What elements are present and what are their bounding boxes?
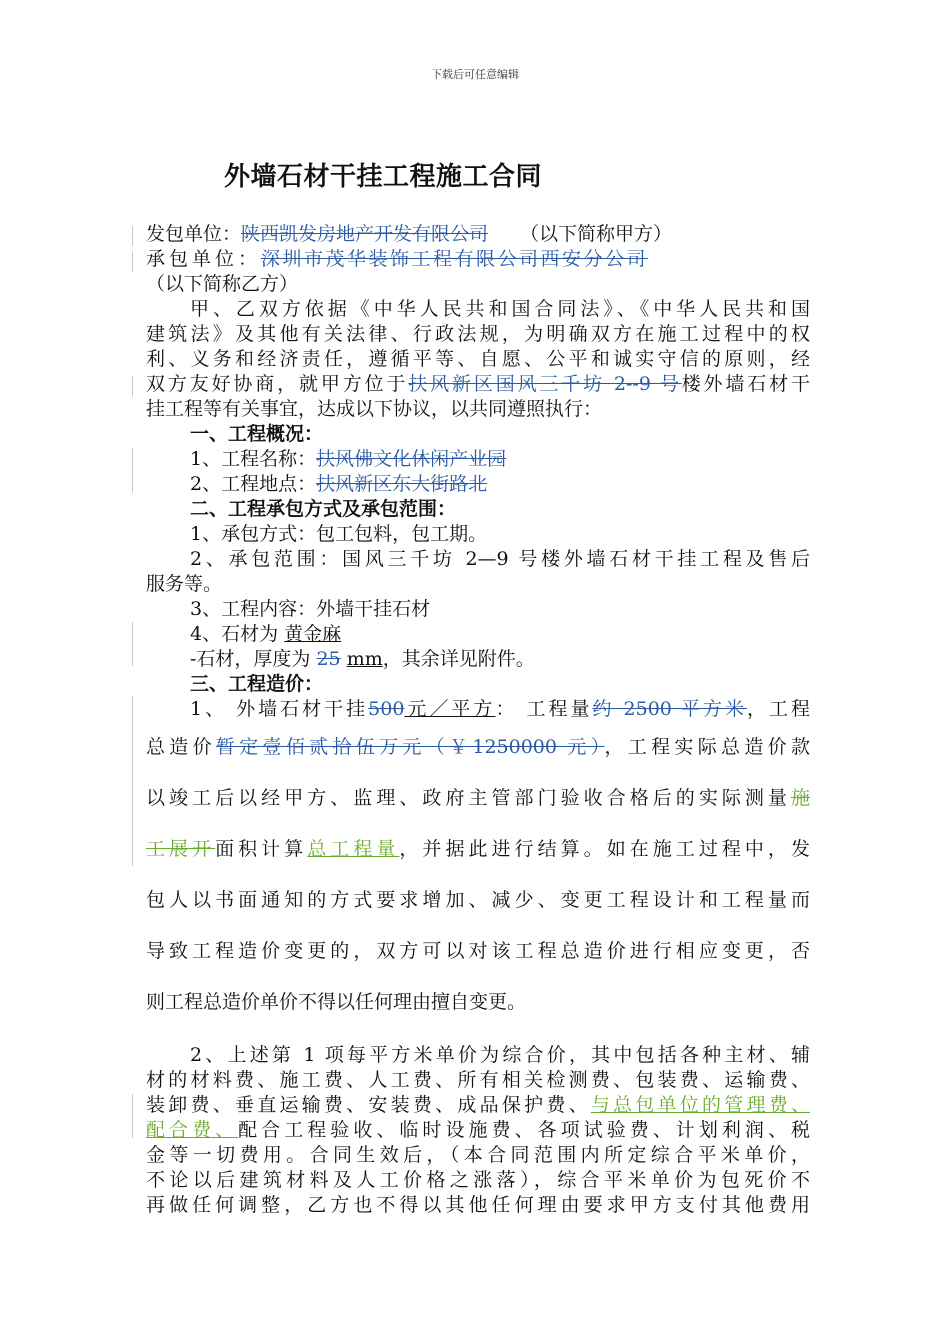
stone-type-line: 4、石材为 黄金麻 — [190, 623, 342, 645]
header-note: 下载后可任意编辑 — [431, 68, 519, 81]
party-a-name: 陕西凯发房地产开发有限公司 — [241, 223, 489, 245]
intro-line: 建筑法》及其他有关法律、行政法规，为明确双方在施工过程中的权 — [146, 323, 810, 345]
price-line: 总造价暂定壹佰贰拾伍万元（￥1250000 元），工程实际总造价款 — [146, 736, 810, 758]
intro-line: 甲、乙双方依据《中华人民共和国合同法》、《中华人民共和国 — [190, 298, 810, 320]
total-quantity-inserted: 总工程量 — [307, 838, 400, 860]
project-name-value: 扶风佛文化休闲产业园 — [316, 448, 507, 470]
intro-line: 挂工程等有关事宜，达成以下协议，以共同遵照执行： — [146, 398, 603, 420]
pricing-note-line: 金等一切费用。合同生效后，（本合同范围内所定综合平米单价， — [146, 1144, 810, 1166]
pricing-note-line: 2、上述第 1 项每平方米单价为综合价，其中包括各种主材、辅 — [190, 1044, 810, 1066]
party-b-label: 承包单位： — [146, 248, 262, 270]
stone-thickness-line: -石材，厚度为 25 mm，其余详见附件。 — [190, 648, 535, 670]
intro-line: 双方友好协商，就甲方位于扶风新区国风三千坊 2--9 号楼外墙石材干 — [146, 373, 810, 395]
total-price-deleted: 暂定壹佰贰拾伍万元（￥1250000 元） — [215, 736, 605, 758]
contract-scope: 2、承包范围：国风三千坊 2—9 号楼外墙石材干挂工程及售后 — [190, 548, 810, 570]
stone-thickness-unit: mm — [346, 648, 383, 670]
price-line: 工展开面积计算总工程量，并据此进行结算。如在施工过程中，发 — [146, 838, 810, 860]
stone-thickness-value: 25 — [316, 648, 341, 670]
contract-mode: 1、承包方式：包工包料，包工期。 — [190, 523, 488, 545]
pricing-note-line: 不论以后建筑材料及人工价格之涨落），综合平米单价为包死价不 — [146, 1169, 810, 1191]
pricing-note-line: 装卸费、垂直运输费、安装费、成品保护费、与总包单位的管理费、 — [146, 1094, 810, 1116]
party-b-name: 深圳市茂华装饰工程有限公司西安分公司 — [261, 248, 649, 270]
project-name-line: 1、工程名称：扶风佛文化休闲产业园 — [190, 448, 507, 470]
stone-type-value: 黄金麻 — [284, 623, 342, 645]
project-site-value: 扶风新区东大街路北 — [316, 473, 488, 495]
section-heading: 一、工程概况： — [190, 423, 324, 445]
revision-bar — [132, 1094, 133, 1138]
pricing-note-line: 配合费、配合工程验收、临时设施费、各项试验费、计划利润、税 — [146, 1119, 810, 1141]
revision-bar — [132, 448, 133, 492]
contract-scope: 服务等。 — [146, 573, 223, 595]
revision-bar — [132, 622, 133, 666]
price-line: 导致工程造价变更的，双方可以对该工程总造价进行相应变更，否 — [146, 940, 810, 962]
work-content: 3、工程内容：外墙干挂石材 — [190, 598, 431, 620]
party-b-line — [146, 247, 810, 272]
pricing-note-line: 再做任何调整，乙方也不得以其他任何理由要求甲方支付其他费用 — [146, 1194, 810, 1216]
party-a-line — [146, 222, 810, 247]
project-site-line: 2、工程地点：扶风新区东大街路北 — [190, 473, 488, 495]
contract-body — [146, 222, 810, 1218]
party-a-label: 发包单位： — [146, 223, 242, 245]
document-title: 外墙石材干挂工程施工合同 — [224, 162, 543, 192]
revision-bar — [132, 252, 133, 272]
project-location-deleted: 扶风新区国风三千坊 2--9 号 — [408, 373, 682, 395]
management-fee-inserted: 与总包单位的管理费、 — [590, 1094, 810, 1116]
revision-bar — [132, 696, 133, 866]
price-line: 则工程总造价单价不得以任何理由擅自变更。 — [146, 991, 527, 1013]
quantity-deleted: 约 2500 平方米 — [592, 698, 747, 720]
price-line: 包人以书面通知的方式要求增加、减少、变更工程设计和工程量而 — [146, 889, 810, 911]
coordination-fee-inserted: 配合费、 — [146, 1119, 239, 1141]
price-line: 以竣工后以经甲方、监理、政府主管部门验收合格后的实际测量施 — [146, 787, 810, 809]
unit-price-deleted: 500 — [368, 698, 405, 720]
section-heading: 二、工程承包方式及承包范围： — [190, 498, 457, 520]
revision-bar — [132, 226, 133, 246]
party-b-suffix: （以下简称乙方） — [146, 273, 299, 295]
party-a-suffix: （以下简称甲方） — [520, 223, 673, 245]
intro-line: 利、义务和经济责任，遵循平等、自愿、公平和诚实守信的原则，经 — [146, 348, 810, 370]
revision-bar — [132, 376, 133, 396]
pricing-note-line: 材的材料费、施工费、人工费、所有相关检测费、包装费、运输费、 — [146, 1069, 810, 1091]
price-line: 1、 外墙石材干挂500元／平方： 工程量约 2500 平方米，工程 — [190, 698, 810, 720]
section-heading: 三、工程造价： — [190, 673, 324, 695]
